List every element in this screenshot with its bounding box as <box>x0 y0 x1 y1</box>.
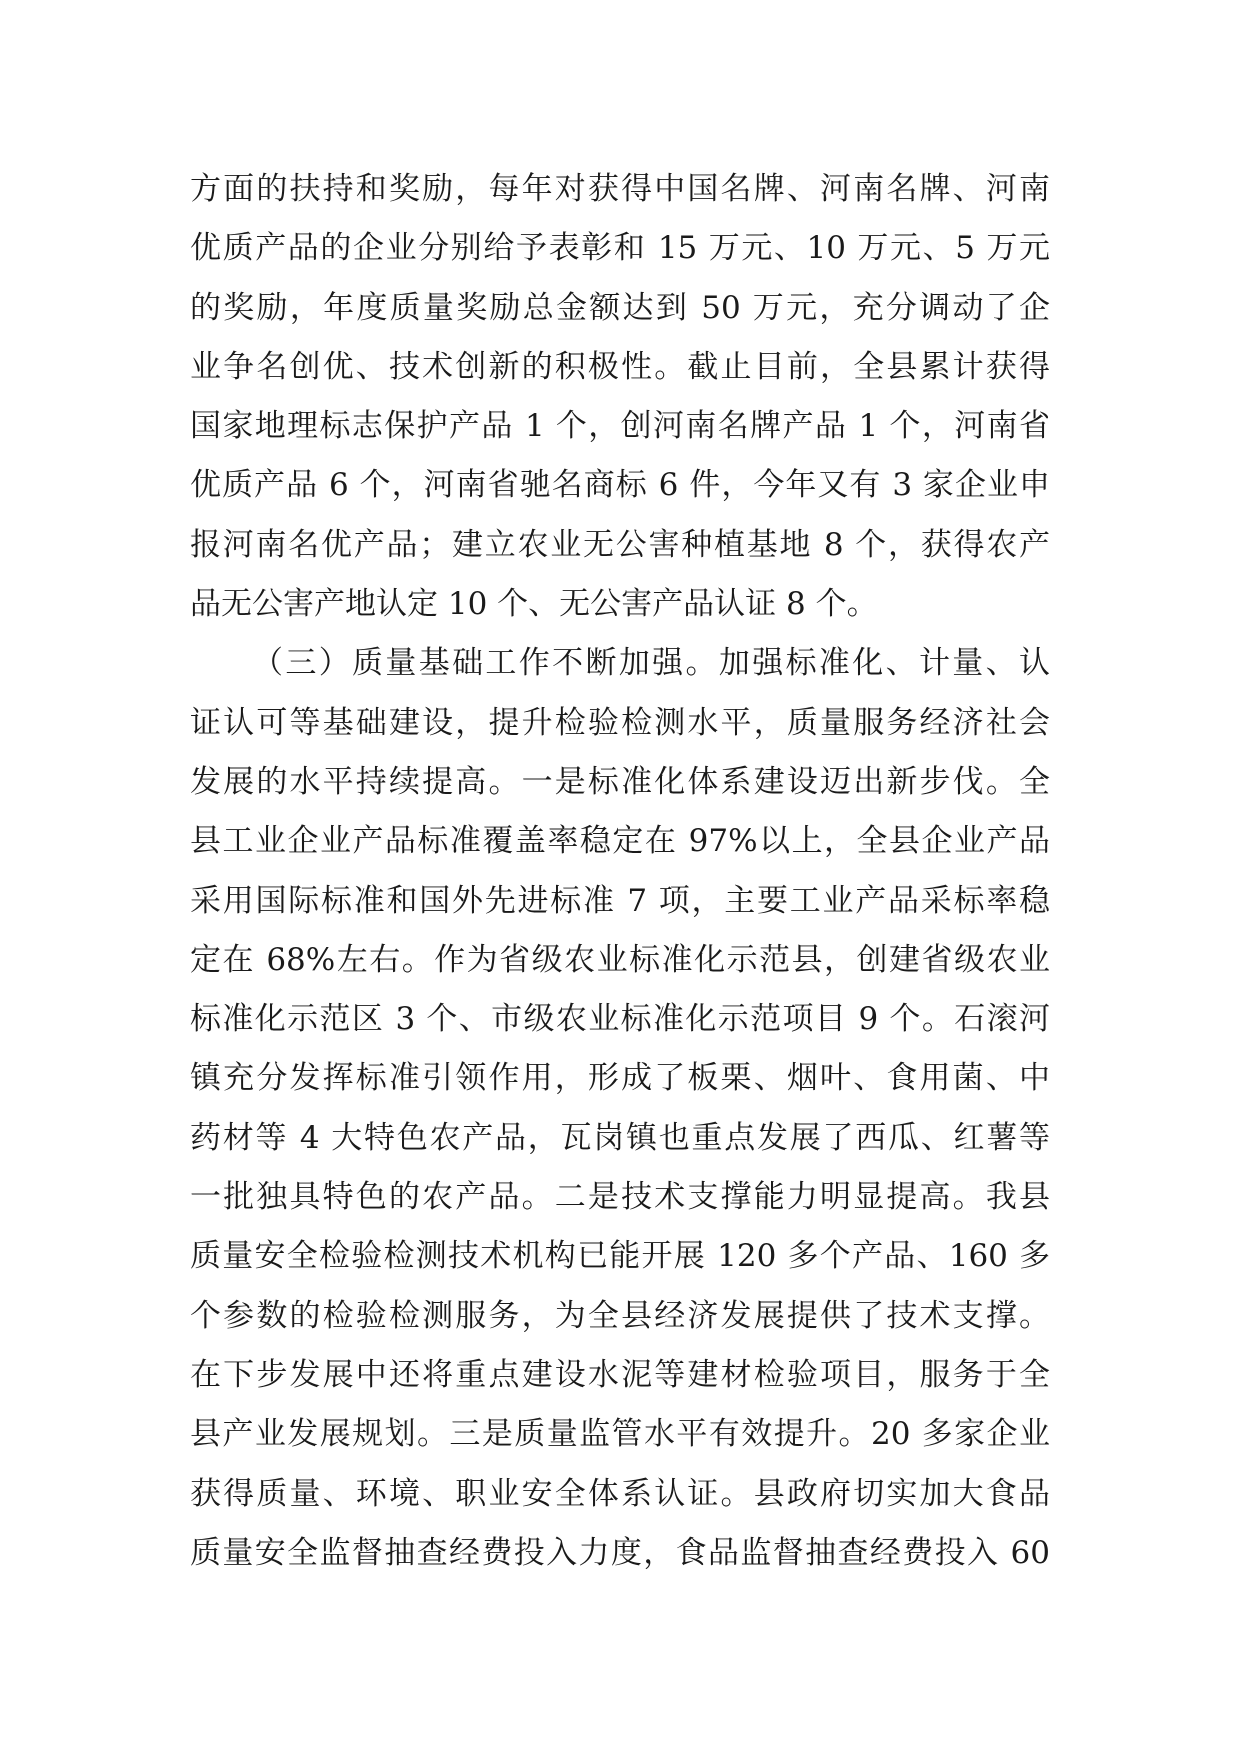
text-line: 获得质量、环境、职业安全体系认证。县政府切实加大食品 <box>190 1475 1050 1512</box>
text-line: 业争名创优、技术创新的积极性。截止目前，全县累计获得 <box>190 348 1050 385</box>
text-line: 国家地理标志保护产品 1 个，创河南名牌产品 1 个，河南省 <box>190 408 1050 445</box>
body-text <box>190 160 1050 1583</box>
text-line: 品无公害产地认定 10 个、无公害产品认证 8 个。 <box>190 586 878 623</box>
text-line: 质量安全监督抽查经费投入力度，食品监督抽查经费投入 60 <box>190 1534 1050 1571</box>
text-line: 方面的扶持和奖励，每年对获得中国名牌、河南名牌、河南 <box>190 171 1050 207</box>
text-line: 在下步发展中还将重点建设水泥等建材检验项目，服务于全 <box>190 1356 1050 1393</box>
text-line: 个参数的检验检测服务，为全县经济发展提供了技术支撑。 <box>190 1297 1050 1334</box>
text-line: 的奖励，年度质量奖励总金额达到 50 万元，充分调动了企 <box>190 289 1050 326</box>
text-line: 定在 68%左右。作为省级农业标准化示范县，创建省级农业 <box>190 941 1050 978</box>
text-line: 发展的水平持续提高。一是标准化体系建设迈出新步伐。全 <box>190 763 1050 800</box>
text-line: 县工业企业产品标准覆盖率稳定在 97%以上，全县企业产品 <box>190 823 1050 860</box>
text-line: 标准化示范区 3 个、市级农业标准化示范项目 9 个。石滚河 <box>190 1001 1050 1038</box>
text-line: 优质产品 6 个，河南省驰名商标 6 件，今年又有 3 家企业申 <box>190 467 1050 504</box>
text-line: 优质产品的企业分别给予表彰和 15 万元、10 万元、5 万元 <box>190 230 1050 267</box>
text-line: 质量安全检验检测技术机构已能开展 120 多个产品、160 多 <box>190 1238 1050 1275</box>
text-line: 县产业发展规划。三是质量监管水平有效提升。20 多家企业 <box>190 1416 1050 1453</box>
text-line: 药材等 4 大特色农产品，瓦岗镇也重点发展了西瓜、红薯等 <box>190 1119 1050 1156</box>
text-line: 报河南名优产品；建立农业无公害种植基地 8 个，获得农产 <box>190 526 1050 563</box>
text-line: （三）质量基础工作不断加强。加强标准化、计量、认 <box>252 645 1050 682</box>
text-line: 证认可等基础建设，提升检验检测水平，质量服务经济社会 <box>190 704 1050 741</box>
text-line: 镇充分发挥标准引领作用，形成了板栗、烟叶、食用菌、中 <box>190 1060 1050 1097</box>
text-line: 一批独具特色的农产品。二是技术支撑能力明显提高。我县 <box>190 1179 1050 1216</box>
text-line: 采用国际标准和国外先进标准 7 项，主要工业产品采标率稳 <box>190 882 1050 919</box>
